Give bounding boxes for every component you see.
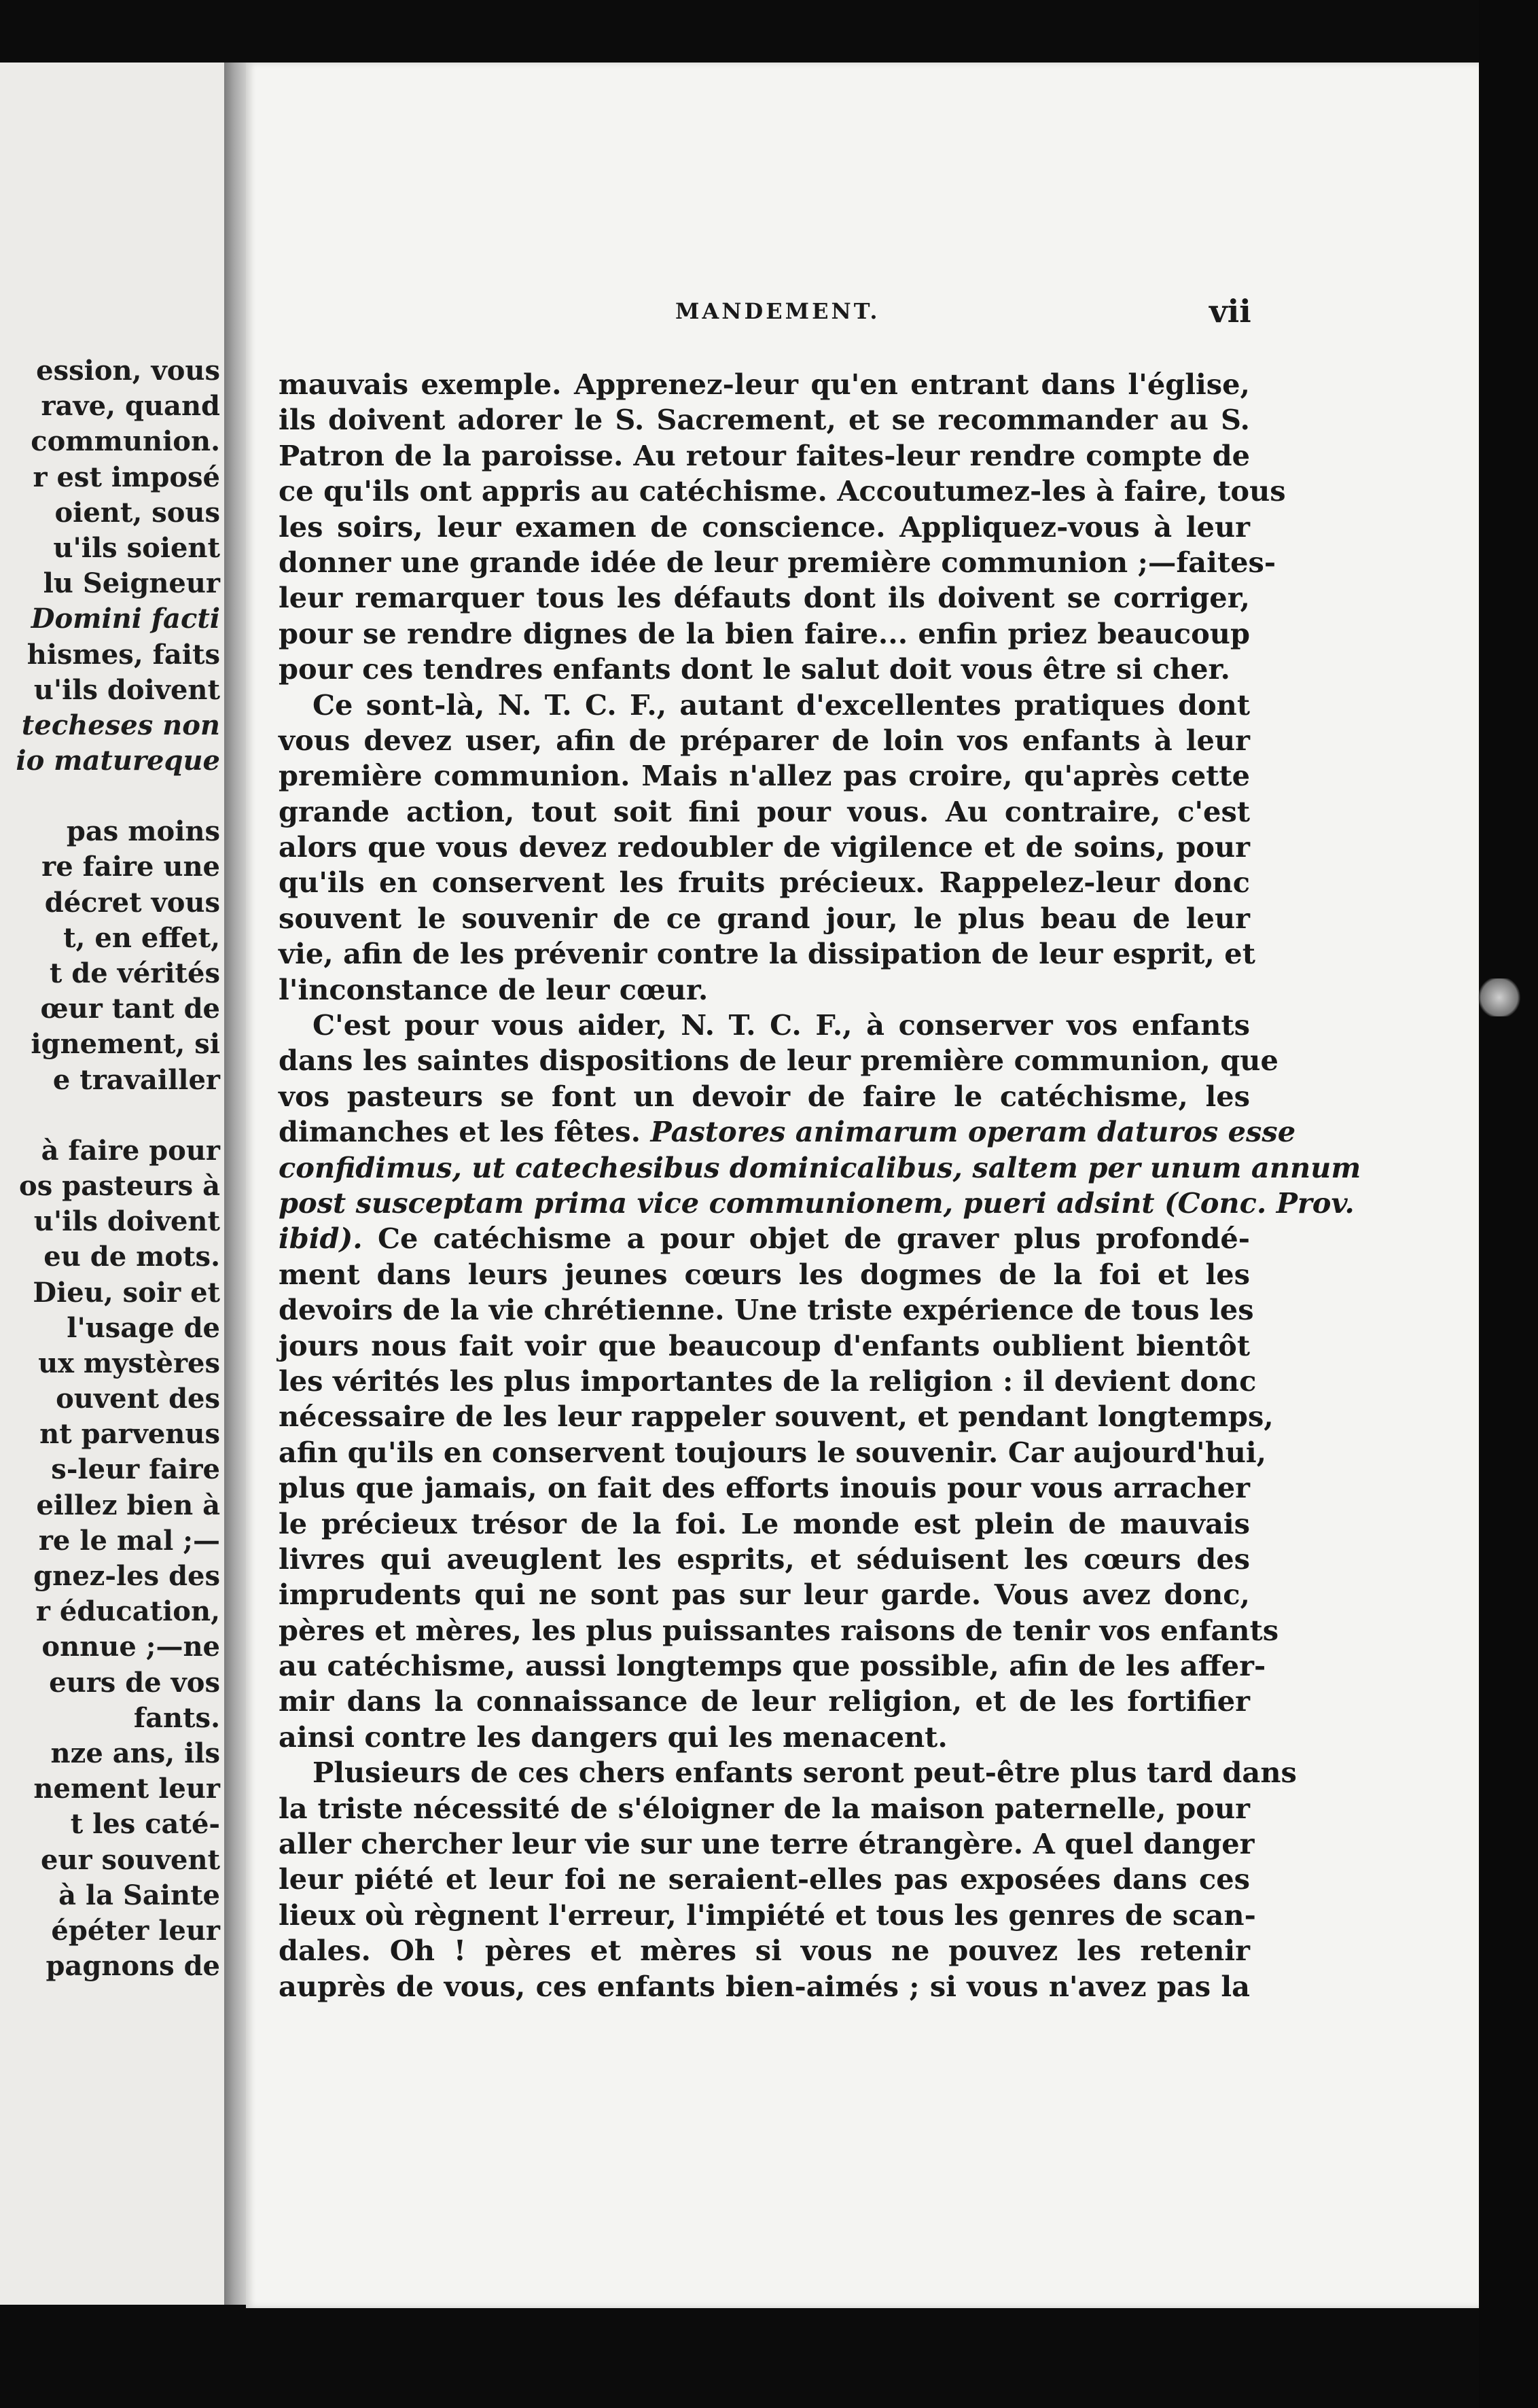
text-line: pour ces tendres enfants dont le salut doit vous être si cher. <box>279 652 1230 686</box>
text-line: imprudents qui ne sont pas sur leur garde. Vous avez donc, <box>279 1578 1250 1612</box>
body-text <box>279 367 1361 2004</box>
text-line: aller chercher leur vie sur une terre étrangère. A quel danger <box>279 1827 1255 1861</box>
text-line: oient, sous <box>54 496 220 529</box>
text-line: vie, afin de les prévenir contre la dissipation de leur esprit, et <box>279 937 1255 971</box>
text-line <box>279 1221 1250 1256</box>
text-line: ignement, si <box>31 1028 220 1061</box>
text-line: grande action, tout soit fini pour vous. Au contraire, c'est <box>279 794 1250 828</box>
text-line: leur remarquer tous les défauts dont ils doivent se corriger, <box>279 581 1250 615</box>
text-line: pères et mères, les plus puissantes raisons de tenir vos enfants <box>279 1613 1279 1647</box>
text-line <box>0 1098 220 1133</box>
text-line: ils doivent adorer le S. Sacrement, et se recommander au S. <box>279 403 1250 437</box>
text-line: livres qui aveuglent les esprits, et séduisent les cœurs des <box>279 1542 1250 1576</box>
text-line <box>0 779 220 814</box>
text-run: dimanches et les fêtes. <box>279 1115 641 1149</box>
text-line: devoirs de la vie chrétienne. Une triste expérience de tous les <box>279 1293 1254 1327</box>
text-line: eur souvent <box>40 1843 220 1876</box>
text-line: re le mal ;— <box>38 1524 220 1557</box>
text-line: dans les saintes dispositions de leur première communion, que <box>279 1044 1278 1078</box>
text-line: lu Seigneur <box>43 567 220 600</box>
text-line: vous devez user, afin de préparer de loin vos enfants à leur <box>279 723 1250 757</box>
text-line: première communion. Mais n'allez pas croire, qu'après cette <box>279 759 1250 793</box>
text-line: techeses non <box>21 709 220 741</box>
text-line: à faire pour <box>41 1134 220 1167</box>
text-line: pagnons de <box>46 1950 220 1983</box>
text-line: auprès de vous, ces enfants bien-aimés ; si vous n'avez pas la <box>279 1969 1250 2003</box>
current-page <box>246 63 1479 2308</box>
page-number: vii <box>1209 293 1251 330</box>
text-line: le précieux trésor de la foi. Le monde est plein de mauvais <box>279 1506 1250 1540</box>
text-line: nze ans, ils <box>50 1737 220 1769</box>
text-line: souvent le souvenir de ce grand jour, le plus beau de leur <box>279 901 1250 935</box>
text-line: s-leur faire <box>51 1453 220 1486</box>
text-line: nement leur <box>33 1773 220 1805</box>
text-line: les vérités les plus importantes de la religion : il devient donc <box>279 1364 1257 1398</box>
text-line: r est imposé <box>33 461 220 493</box>
text-line: plus que jamais, on fait des efforts inouis pour vous arracher <box>279 1471 1250 1505</box>
text-line <box>279 1114 1296 1150</box>
text-line: Plusieurs de ces chers enfants seront peut-être plus tard dans <box>312 1756 1297 1790</box>
text-line: re faire une <box>41 851 220 883</box>
running-title: MANDEMENT. <box>675 298 880 324</box>
text-line: l'inconstance de leur cœur. <box>279 972 709 1006</box>
text-line: t, en effet, <box>63 921 220 954</box>
citation: (Conc. Prov. <box>1164 1186 1355 1220</box>
text-line: t de vérités <box>49 957 220 989</box>
text-line: jours nous fait voir que beaucoup d'enfants oublient bientôt <box>279 1328 1250 1362</box>
text-line: épéter leur <box>51 1914 220 1947</box>
running-head <box>246 293 1479 339</box>
text-line: t les caté- <box>70 1808 220 1841</box>
text-line: pour se rendre dignes de la bien faire... enfin priez beaucoup <box>279 616 1250 650</box>
text-line: u'ils doivent <box>33 1205 220 1238</box>
text-line: œur tant de <box>40 993 220 1025</box>
text-line: pas moins <box>66 815 220 848</box>
text-line: rave, quand <box>41 390 220 423</box>
text-line: mir dans la connaissance de leur religion, et de les fortifier <box>279 1684 1250 1718</box>
page-blemish <box>1476 978 1523 1016</box>
text-line: dales. Oh ! pères et mères si vous ne pouvez les retenir <box>279 1934 1250 1968</box>
text-line: Ce sont-là, N. T. C. F., autant d'excellentes pratiques dont <box>312 688 1250 722</box>
text-line: io matureque <box>16 745 220 777</box>
text-line: e travailler <box>52 1063 220 1096</box>
text-line: Dieu, soir et <box>33 1276 220 1309</box>
text-line: lieux où règnent l'erreur, l'impiété et tous les genres de scan- <box>279 1898 1256 1932</box>
text-line: u'ils soient <box>53 531 220 564</box>
text-line: C'est pour vous aider, N. T. C. F., à conserver vos enfants <box>312 1008 1250 1042</box>
text-line: nécessaire de les leur rappeler souvent, et pendant longtemps, <box>279 1400 1274 1434</box>
text-line: onnue ;—ne <box>41 1631 220 1663</box>
latin-quote: Pastores animarum operam daturos esse <box>650 1115 1296 1149</box>
text-line: Domini facti <box>31 603 220 635</box>
text-line: afin qu'ils en conservent toujours le souvenir. Car aujourd'hui, <box>279 1435 1267 1469</box>
text-line: ession, vous <box>36 355 220 387</box>
text-line: hismes, faits <box>26 638 220 671</box>
text-line: nt parvenus <box>39 1418 220 1451</box>
text-line: ouvent des <box>56 1383 220 1415</box>
text-line: qu'ils en conservent les fruits précieux. Rappelez-leur donc <box>279 866 1250 900</box>
text-line: alors que vous devez redoubler de vigilence et de soins, pour <box>279 830 1250 864</box>
text-line: ainsi contre les dangers qui les menacent. <box>279 1720 948 1754</box>
scan-border <box>1479 0 1538 2408</box>
latin-quote: post susceptam prima vice communionem, pueri adsint <box>279 1186 1155 1220</box>
text-line: eurs de vos <box>49 1666 220 1699</box>
text-line: l'usage de <box>67 1311 220 1344</box>
text-line: gnez-les des <box>33 1560 220 1592</box>
latin-quote: confidimus, ut catechesibus dominicalibus, saltem per unum annum <box>279 1150 1361 1184</box>
previous-page <box>0 63 230 2305</box>
citation: ibid). <box>279 1222 363 1256</box>
text-line <box>279 1186 1355 1221</box>
text-line: vos pasteurs se font un devoir de faire le catéchisme, les <box>279 1079 1250 1113</box>
text-line: au catéchisme, aussi longtemps que possible, afin de les affer- <box>279 1649 1266 1683</box>
text-line: la triste nécessité de s'éloigner de la maison paternelle, pour <box>279 1791 1250 1825</box>
text-line: à la Sainte <box>58 1879 220 1911</box>
text-line: Patron de la paroisse. Au retour faites-leur rendre compte de <box>279 438 1250 472</box>
text-line: les soirs, leur examen de conscience. Appliquez-vous à leur <box>279 510 1250 544</box>
text-line: eu de mots. <box>43 1241 220 1273</box>
text-line: mauvais exemple. Apprenez-leur qu'en entrant dans l'église, <box>279 368 1250 401</box>
text-run: Ce catéchisme a pour objet de graver plus profondé- <box>377 1222 1250 1256</box>
text-line: leur piété et leur foi ne seraient-elles pas exposées dans ces <box>279 1862 1250 1896</box>
text-line: fants. <box>133 1701 220 1734</box>
previous-page-text <box>0 353 220 1984</box>
text-line: communion. <box>31 425 220 458</box>
text-line: donner une grande idée de leur première communion ;—faites- <box>279 545 1276 579</box>
text-line: ment dans leurs jeunes cœurs les dogmes de la foi et les <box>279 1257 1250 1291</box>
text-line: os pasteurs à <box>19 1169 220 1202</box>
text-line: ce qu'ils ont appris au catéchisme. Accoutumez-les à faire, tous <box>279 474 1286 508</box>
text-line: ux mystères <box>38 1347 220 1379</box>
text-line: eillez bien à <box>36 1489 220 1521</box>
text-line: r éducation, <box>35 1595 220 1628</box>
text-line: décret vous <box>44 886 220 919</box>
text-line: u'ils doivent <box>33 673 220 706</box>
